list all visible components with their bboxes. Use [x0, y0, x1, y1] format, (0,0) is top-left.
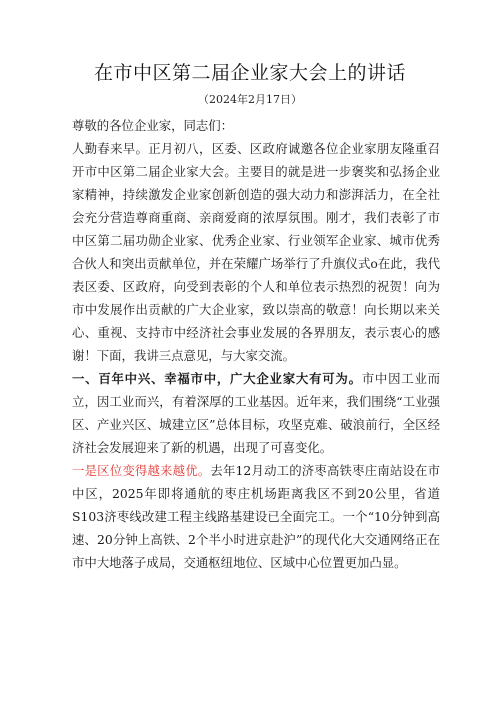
- paragraph-text: 人勤春来早。正月初八，区委、区政府诚邀各位企业家朋友隆重召开市中区第二届企业家大会。主要目的就是进一步褒奖和弘扬企业家精神，持续激发企业家创新创造的强大动力和澎湃活力，在全社会充分营造尊商重商、亲商爱商的浓厚氛围。刚才，我们表彰了市中区第二届功勋企业家、优秀企业家、行业领军企业家、城市优秀合伙人和突出贡献单位，并在荣耀广场举行了升旗仪式o在此，我代表区委、区政府，向受到表彰的个人和单位表示热烈的祝贺！向为市中发展作出贡献的广大企业家，致以崇高的敬意！向长期以来关心、重视、支持市中经济社会事业发展的各界朋友，表示衷心的感谢！下面，我讲三点意见，与大家交流。: [72, 141, 440, 363]
- section-heading: 一、百年中兴、幸福市中，广大企业家大有可为。: [72, 371, 362, 386]
- speech-date: （2024年2月17日）: [198, 93, 302, 106]
- document-body: [72, 114, 440, 574]
- document-title: 在市中区第二届企业家大会上的讲话: [93, 62, 406, 84]
- point-heading: 一是区位变得越来越优。: [72, 463, 211, 478]
- paragraph-point-one: [72, 459, 440, 574]
- paragraph-text: 市中因工业而立，因工业而兴，有着深厚的工业基因。近年来，我们围绕“工业强区、产业兴区、城建立区”总体目标，攻坚克难、破浪前行，全区经济社会发展迎来了新的机遇，出现了可喜变化。: [72, 371, 441, 455]
- paragraph-opening: [72, 137, 440, 367]
- salutation: 尊敬的各位企业家，同志们：: [72, 118, 234, 133]
- paragraph-section-one: [72, 367, 440, 459]
- paragraph-text: 去年12月动工的济枣高铁枣庄南站设在市中区，2025年即将通航的枣庄机场距离我区不到20公里，省道S103济枣线改建工程主线路基建设已全面完工。一个“10分钟到高速、20分钟上高铁、2个半小时进京赴沪”的现代化大交通网络正在市中大地落子成局，交通枢纽地位、区域中心位置更加凸显。: [72, 463, 440, 570]
